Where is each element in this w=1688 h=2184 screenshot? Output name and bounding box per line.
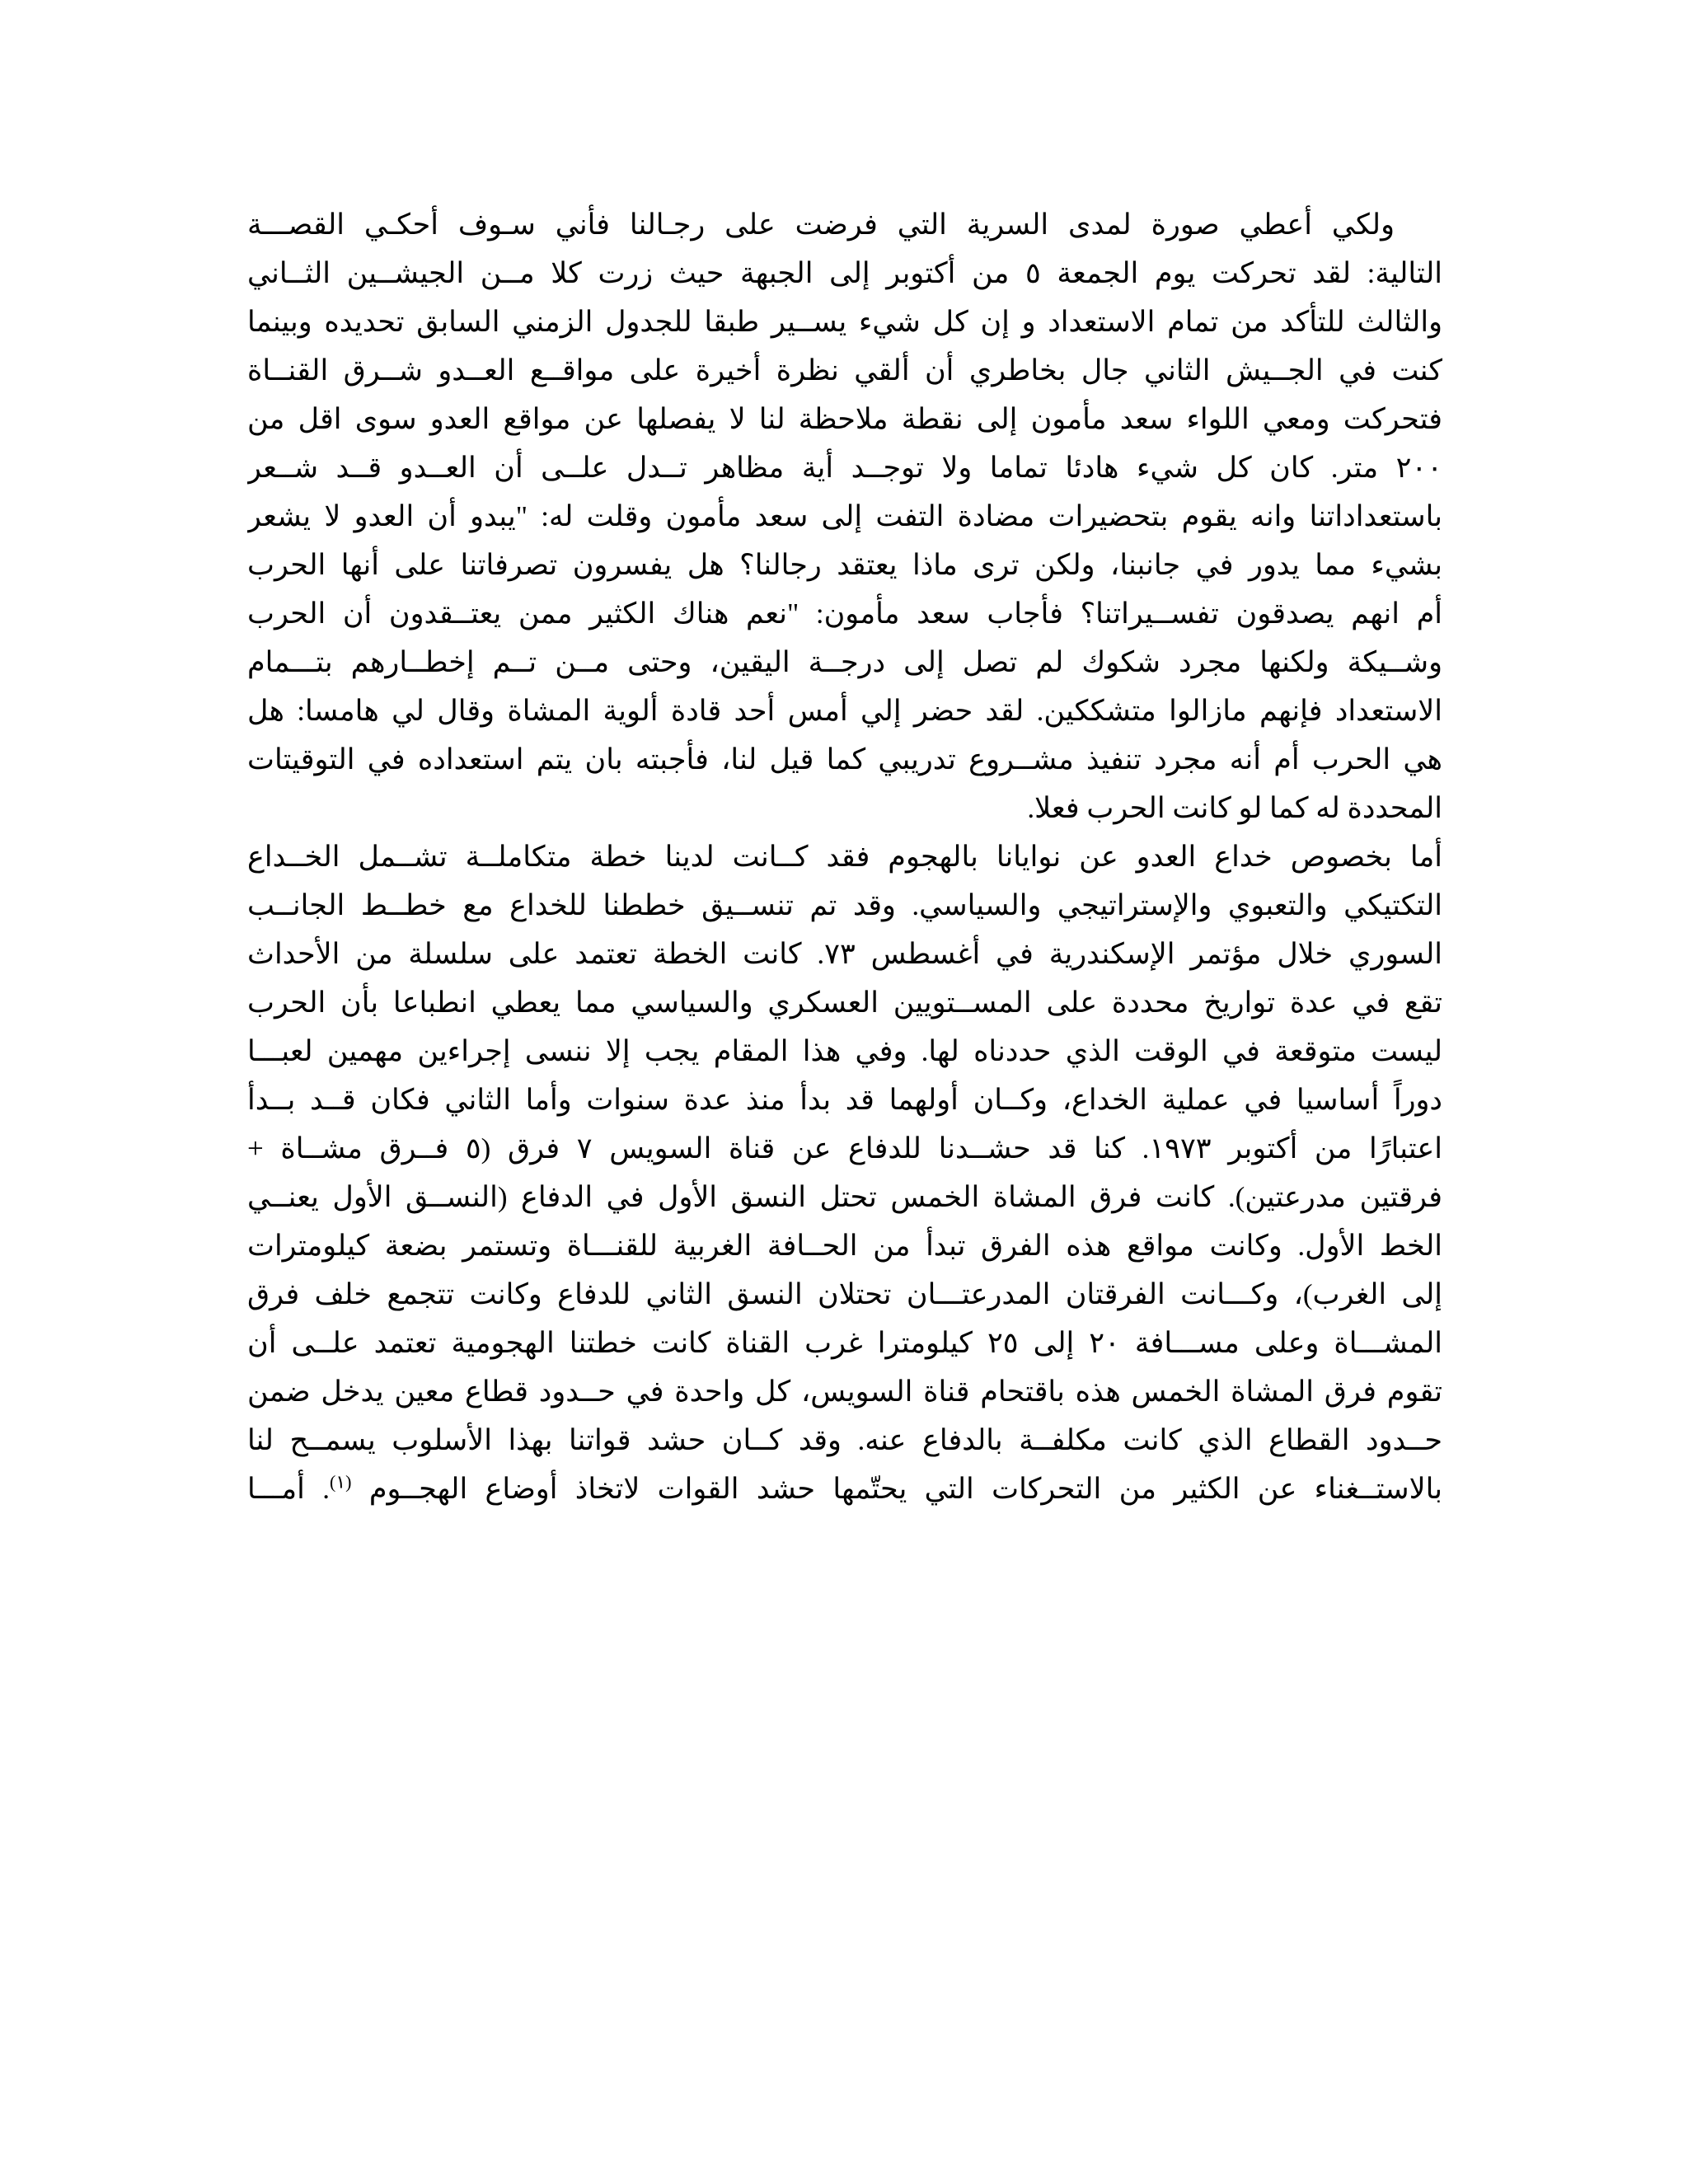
text-line: هي الحرب أم أنه مجرد تنفيذ مشــروع تدريبي كما قيل لنا، فأجبته بان يتم استعداده في التوقيتات [247, 743, 1442, 776]
text-line: وشــيكة ولكنها مجرد شكوك لم تصل إلى درجــة اليقين، وحتى مــن تــم إخطــارهم بتـــمام [247, 646, 1442, 678]
text-line: إلى الغرب)، وكـــانت الفرقتان المدرعتـــان تحتلان النسق الثاني للدفاع وكانت تتجمع خلف فرق [247, 1278, 1442, 1310]
text-line: التكتيكي والتعبوي والإستراتيجي والسياسي. وقد تم تنســيق خططنا للخداع مع خطــط الجانــب [247, 889, 1442, 921]
text-line: تقع في عدة تواريخ محددة على المســتويين العسكري والسياسي مما يعطي انطباعا بأن الحرب [247, 987, 1442, 1019]
text-line: ٢٠٠ متر. كان كل شيء هادئا تماما ولا توجــد أية مظاهر تــدل علــى أن العــدو قــد شــعر [247, 452, 1442, 484]
paragraph-1 [247, 200, 1442, 832]
text-line: كنت في الجــيش الثاني جال بخاطري أن ألقي نظرة أخيرة على مواقــع العــدو شــرق القنــاة [247, 354, 1442, 387]
footnote-marker[interactable]: (١) [330, 1471, 352, 1493]
text-line: والثالث للتأكد من تمام الاستعداد و إن كل شيء يســير طبقا للجدول الزمني السابق تحديده وبينما [247, 306, 1442, 338]
paragraph-2 [247, 832, 1442, 1513]
text-segment: . أمـــا [247, 1473, 330, 1505]
text-line: ولكي أعطي صورة لمدى السرية التي فرضت على رجـالنا فأني سـوف أحكـي القصـــة [247, 209, 1395, 241]
text-line: التالية: لقد تحركت يوم الجمعة ٥ من أكتوبر إلى الجبهة حيث زرت كلا مــن الجيشــين الثــاني [247, 257, 1442, 289]
text-segment: بالاستــغناء عن الكثير من التحركات التي يحتّمها حشد القوات لاتخاذ أوضاع الهجــوم [351, 1473, 1442, 1505]
text-line: الخط الأول. وكانت مواقع هذه الفرق تبدأ من الحــافة الغربية للقنـــاة وتستمر بضعة كيلومترات [247, 1230, 1442, 1262]
text-line: تقوم فرق المشاة الخمس هذه باقتحام قناة السويس، كل واحدة في حــدود قطاع معين يدخل ضمن [247, 1376, 1442, 1408]
document-page [247, 200, 1442, 1513]
text-line: المحددة له كما لو كانت الحرب فعلا. [1027, 792, 1442, 824]
text-line: باستعداداتنا وانه يقوم بتحضيرات مضادة التفت إلى سعد مأمون وقلت له: "يبدو أن العدو لا يشعر [247, 500, 1442, 532]
text-line: ليست متوقعة في الوقت الذي حددناه لها. وفي هذا المقام يجب إلا ننسى إجراءين مهمين لعبـــا [247, 1035, 1442, 1067]
text-line: بشيء مما يدور في جانبنا، ولكن ترى ماذا يعتقد رجالنا؟ هل يفسرون تصرفاتنا على أنها الحرب [247, 549, 1442, 581]
text-line: أم انهم يصدقون تفســيراتنا؟ فأجاب سعد مأمون: "نعم هناك الكثير ممن يعتــقدون أن الحرب [247, 598, 1442, 630]
text-line: دوراً أساسيا في عملية الخداع، وكــان أولهما قد بدأ منذ عدة سنوات وأما الثاني فكان قــد بــدأ [247, 1084, 1442, 1116]
text-line-with-footnote [247, 1465, 1442, 1513]
text-line: أما بخصوص خداع العدو عن نوايانا بالهجوم فقد كــانت لدينا خطة متكاملــة تشــمل الخــداع [247, 841, 1442, 873]
text-line: الاستعداد فإنهم مازالوا متشككين. لقد حضر إلي أمس أحد قادة ألوية المشاة وقال لي هامسا: هل [247, 695, 1442, 727]
text-line: السوري خلال مؤتمر الإسكندرية في أغسطس ٧٣. كانت الخطة تعتمد على سلسلة من الأحداث [247, 938, 1442, 970]
text-line: فتحركت ومعي اللواء سعد مأمون إلى نقطة ملاحظة لنا لا يفصلها عن مواقع العدو سوى اقل من [247, 403, 1442, 435]
text-line: المشـــاة وعلى مســـافة ٢٠ إلى ٢٥ كيلومترا غرب القناة كانت خطتنا الهجومية تعتمد علــى أن [247, 1327, 1442, 1359]
text-line: فرقتين مدرعتين). كانت فرق المشاة الخمس تحتل النسق الأول في الدفاع (النســق الأول يعنــي [247, 1181, 1442, 1213]
text-line: حــدود القطاع الذي كانت مكلفــة بالدفاع عنه. وقد كــان حشد قواتنا بهذا الأسلوب يسمــح لنا [247, 1424, 1442, 1456]
text-line: اعتبارًا من أكتوبر ١٩٧٣. كنا قد حشــدنا للدفاع عن قناة السويس ٧ فرق (٥ فــرق مشــاة + [247, 1132, 1442, 1165]
